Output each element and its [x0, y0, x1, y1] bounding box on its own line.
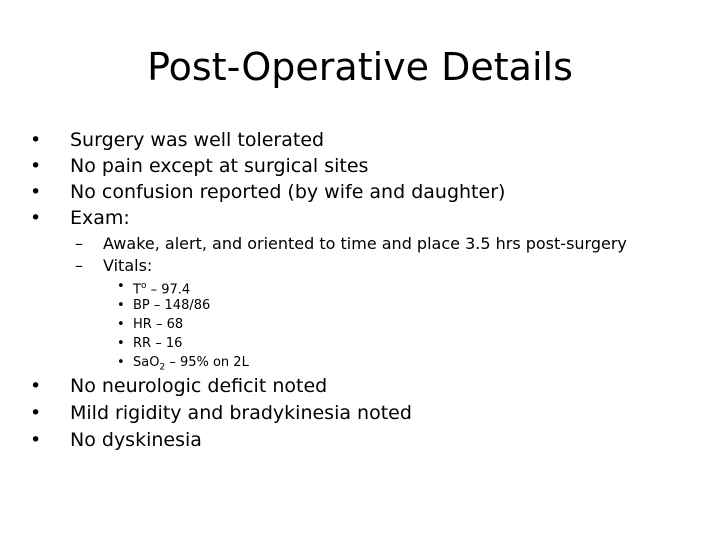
vital-sao2: SaO$_2$ – 95% on 2L	[133, 355, 249, 373]
vital-bp: BP – 148/86	[133, 298, 211, 313]
bullet-text: No pain except at surgical sites	[70, 155, 369, 177]
vital-hr: HR – 68	[133, 317, 184, 332]
slide-title: Post-Operative Details	[147, 45, 573, 89]
bullet-icon: •	[30, 207, 42, 229]
bullet-icon: •	[30, 155, 42, 177]
bullet-icon: •	[117, 279, 125, 294]
vital-rr: RR – 16	[133, 336, 183, 351]
bullet-icon: •	[30, 402, 42, 424]
bullet-text: No confusion reported (by wife and daughter)	[70, 181, 506, 203]
bullet-icon: •	[30, 129, 42, 151]
bullet-text: Surgery was well tolerated	[70, 129, 325, 151]
bullet-text: Mild rigidity and bradykinesia noted	[70, 402, 412, 424]
bullet-icon: •	[30, 429, 42, 451]
dash-icon: –	[75, 234, 83, 253]
exam-text: Awake, alert, and oriented to time and place 3.5 hrs post-surgery	[103, 234, 627, 253]
vital-temp: $T^o - 97.4$	[133, 281, 191, 298]
bullet-icon: •	[117, 298, 125, 313]
bullet-icon: •	[30, 181, 42, 203]
bullet-text: No dyskinesia	[70, 429, 202, 451]
bullet-text: Exam:	[70, 207, 130, 229]
bullet-icon: •	[30, 375, 42, 397]
bullet-text: No neurologic deficit noted	[70, 375, 328, 397]
exam-text: Vitals:	[103, 256, 153, 275]
bullet-icon: •	[117, 355, 125, 370]
bullet-icon: •	[117, 336, 125, 351]
dash-icon: –	[75, 256, 83, 275]
bullet-icon: •	[117, 317, 125, 332]
